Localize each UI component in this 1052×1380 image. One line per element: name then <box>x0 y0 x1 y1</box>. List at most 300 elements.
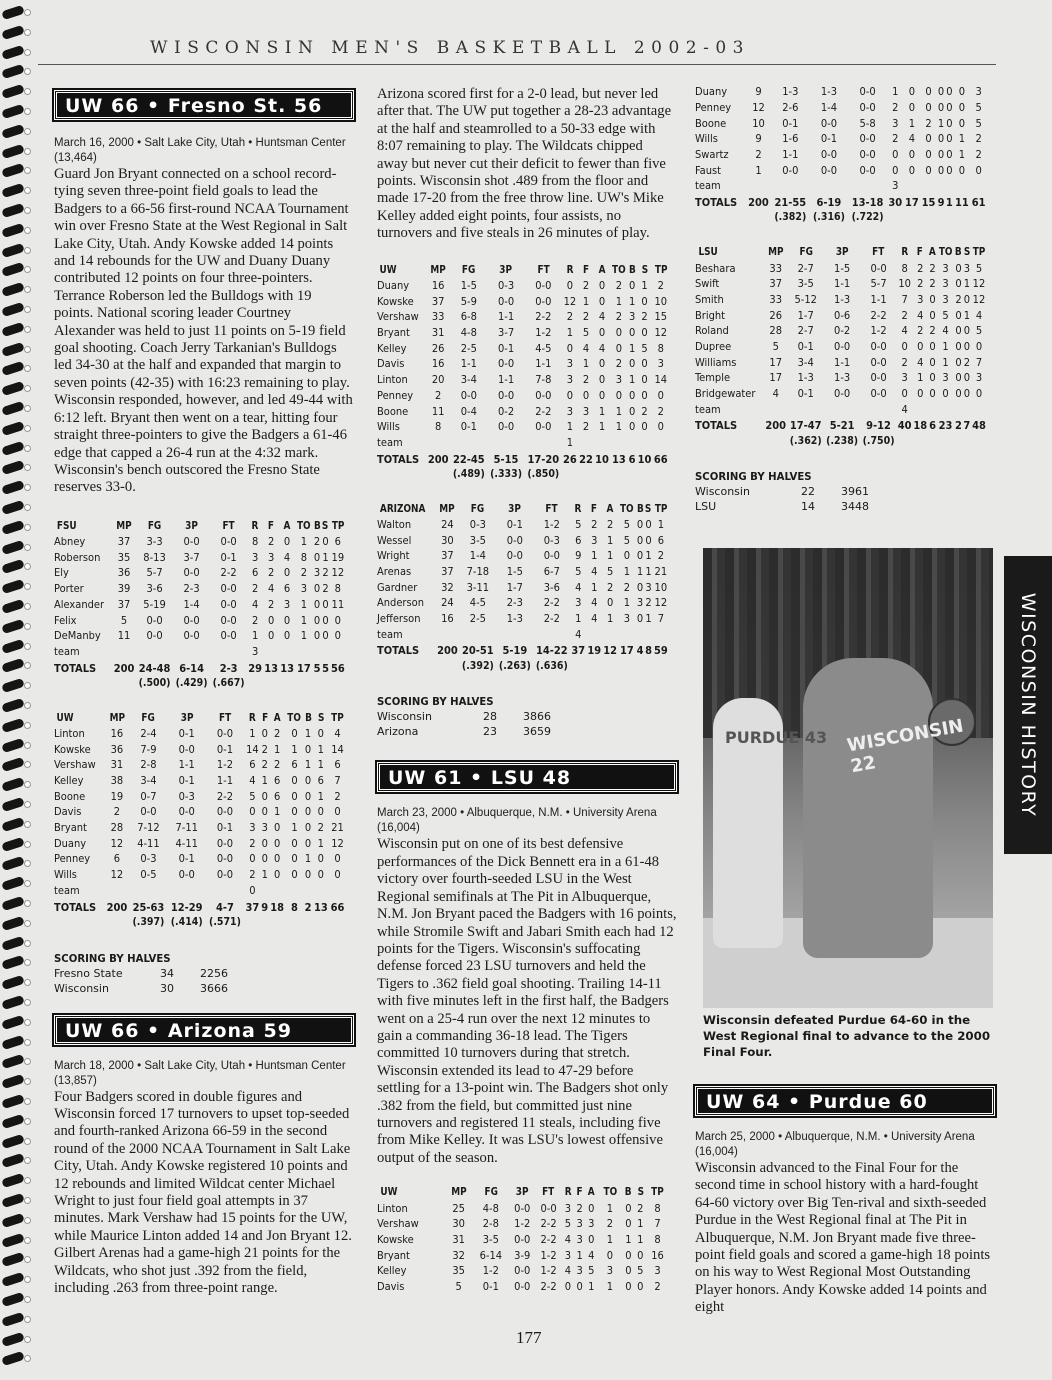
stat-cell: 4 <box>575 627 582 641</box>
stat-cell: 1 <box>607 612 614 626</box>
player-name: Swartz <box>695 148 729 162</box>
stat-cell: 6 <box>317 774 324 787</box>
stat-cell: 0 <box>636 517 644 531</box>
stat-cell: 0 <box>615 388 623 402</box>
box-score-uw-vs-fsu <box>54 709 346 930</box>
box-player-row <box>377 548 669 564</box>
stat-cell: 0-1 <box>797 339 814 353</box>
stat-cell: 0-0 <box>183 535 200 549</box>
spiral-coil <box>1 1173 25 1188</box>
stat-cell: 0 <box>963 387 971 401</box>
player-name: Wessel <box>377 533 412 547</box>
box-totals-row <box>377 450 669 466</box>
box-player-row <box>695 115 987 131</box>
box-player-row <box>695 100 987 116</box>
punch-hole <box>24 563 31 570</box>
stat-cell: 0-0 <box>220 613 237 627</box>
total-cell: 22 <box>579 452 593 466</box>
stat-cell: 1 <box>615 294 623 308</box>
stat-cell: 1-5 <box>460 279 477 292</box>
stat-cell: 4-5 <box>469 596 486 610</box>
halves-score: 48 <box>855 500 869 514</box>
stat-cell: 6 <box>657 533 664 547</box>
stat-cell: 1 <box>591 580 598 594</box>
spiral-coil <box>1 1034 25 1049</box>
punch-hole <box>24 1019 31 1026</box>
spiral-coil <box>1 836 25 851</box>
player-name: Vershaw <box>377 310 419 324</box>
stat-cell: 0-3 <box>140 852 157 866</box>
player-name: Beshara <box>695 261 736 275</box>
stat-cell: 4 <box>582 341 590 355</box>
stat-cell: 5 <box>623 517 631 531</box>
stat-cell: 2 <box>591 517 598 531</box>
spiral-coil <box>1 1015 25 1030</box>
stat-cell: 0-0 <box>178 742 195 756</box>
spiral-coil <box>1 619 25 634</box>
stat-cell: 0-0 <box>220 582 237 596</box>
stat-cell: 0 <box>955 261 962 275</box>
stat-cell: 0 <box>334 852 341 866</box>
pct-cell: (.429) <box>175 676 208 689</box>
player-name: team <box>54 883 80 897</box>
total-cell: 21-55 <box>774 196 807 210</box>
stat-cell: 0 <box>606 1248 614 1262</box>
stat-cell: 1-3 <box>782 85 799 99</box>
total-cell: 10 <box>595 452 609 466</box>
stat-cell: 0 <box>291 868 298 882</box>
player-name: Roland <box>695 324 729 338</box>
spiral-coil <box>1 500 25 515</box>
punch-hole <box>24 207 31 214</box>
total-cell: 37 <box>571 644 586 658</box>
stat-cell: 2-3 <box>183 582 200 596</box>
halves-score: 66 <box>537 710 551 724</box>
punch-hole <box>24 1157 31 1164</box>
stat-cell: 0 <box>955 355 962 369</box>
stat-cell: 2 <box>607 580 614 594</box>
stat-cell: 0 <box>625 1201 632 1215</box>
player-name: Penney <box>54 852 91 866</box>
stat-cell: 2 <box>273 726 281 740</box>
stat-cell: 0 <box>322 613 329 627</box>
spiral-coil <box>1 1094 25 1109</box>
box-totals-row <box>377 642 669 658</box>
stat-cell: 5 <box>975 261 983 275</box>
box-player-row <box>695 323 987 339</box>
box-team-label: UW <box>379 262 397 276</box>
stat-cell: 0-1 <box>820 132 838 146</box>
stat-cell: 1-2 <box>543 517 560 531</box>
punch-hole <box>24 68 31 75</box>
stat-cell: 0 <box>291 774 298 787</box>
stat-cell: 33 <box>769 292 783 306</box>
stat-cell: 1 <box>588 1279 595 1293</box>
pct-cell: (.414) <box>170 915 203 928</box>
total-cell: 9 <box>937 196 945 210</box>
stat-cell: 1 <box>937 116 945 130</box>
pct-cell: (.667) <box>212 676 245 689</box>
punch-hole <box>24 504 31 511</box>
stat-cell: 0-0 <box>870 355 887 369</box>
total-cell: 40 <box>897 419 912 433</box>
player-name: Boone <box>377 404 409 418</box>
box-column-header: FT <box>542 1185 555 1199</box>
stat-cell: 3 <box>576 1232 583 1246</box>
stat-cell: 0 <box>598 279 606 292</box>
stat-cell: 2-7 <box>797 261 814 275</box>
total-cell: 9-12 <box>866 419 891 433</box>
box-player-row <box>54 628 346 644</box>
punch-hole <box>24 187 31 194</box>
stat-cell: 21 <box>654 565 668 578</box>
stat-cell <box>525 435 562 451</box>
stat-cell <box>459 626 496 642</box>
punch-hole <box>24 841 31 848</box>
stat-cell: 0 <box>334 613 341 627</box>
spiral-coil <box>1 777 25 792</box>
halves-score: 22 <box>200 966 214 980</box>
stat-cell: 3-7 <box>183 550 200 564</box>
halves-score: 28 <box>483 710 497 724</box>
stat-cell: 0 <box>929 387 936 401</box>
stat-cell: 2 <box>963 355 971 369</box>
total-cell: 17-47 <box>789 419 822 433</box>
stat-cell: 1 <box>657 517 664 531</box>
stat-cell: 0 <box>963 324 971 338</box>
stat-cell: 0 <box>261 836 268 850</box>
total-cell: 5 <box>322 661 329 675</box>
stat-cell: 0 <box>582 388 590 402</box>
stat-cell: 2 <box>615 279 623 292</box>
stat-cell: 0 <box>313 629 321 643</box>
punch-hole <box>24 1098 31 1105</box>
stat-cell: 5 <box>575 517 582 531</box>
stat-cell: 0 <box>975 387 983 401</box>
total-cell: 8 <box>645 644 653 658</box>
stat-cell: 5 <box>575 565 582 578</box>
photo-jersey-wisconsin: WISCONSIN 22 <box>845 715 966 778</box>
stat-cell: 35 <box>452 1264 465 1278</box>
box-column-header: MP <box>450 1185 467 1199</box>
stat-cell: 0 <box>588 1232 595 1246</box>
stat-cell: 0 <box>598 373 606 387</box>
box-player-row <box>54 820 346 836</box>
punch-hole <box>24 623 31 630</box>
stat-cell: 3 <box>963 261 971 275</box>
box-player-row <box>377 1216 669 1232</box>
spiral-coil <box>1 262 25 277</box>
box-column-header: TO <box>603 1185 617 1199</box>
total-cell: 29 <box>248 661 263 675</box>
total-cell: 5-15 <box>493 452 519 466</box>
stat-cell <box>261 882 269 898</box>
stat-cell: 0 <box>955 277 962 291</box>
stat-cell: 2 <box>755 148 762 162</box>
spiral-coil <box>1 64 25 79</box>
stat-cell: 0-1 <box>482 1279 499 1293</box>
player-name: Penney <box>377 388 414 402</box>
stat-cell: 1-6 <box>782 132 799 146</box>
player-name: team <box>695 402 721 416</box>
stat-cell: 2 <box>317 821 324 835</box>
spiral-coil <box>1 25 25 40</box>
stat-cell: 1 <box>304 852 312 866</box>
box-player-row <box>377 1200 669 1216</box>
stat-cell: 1 <box>645 612 652 626</box>
punch-hole <box>24 1118 31 1125</box>
box-player-row <box>695 131 987 147</box>
box-player-row <box>695 147 987 163</box>
box-player-row <box>377 372 669 388</box>
pct-spacer <box>54 675 112 691</box>
stat-cell: 0-0 <box>220 535 237 549</box>
stat-cell <box>644 626 652 642</box>
stat-cell: 6 <box>273 789 281 803</box>
box-percentages-row <box>54 914 346 930</box>
dateline-arizona: March 18, 2000 • Salt Lake City, Utah • Huntsman Center (13,857) <box>54 1059 346 1087</box>
pct-spacer <box>764 433 788 449</box>
box-column-header: B <box>628 262 636 276</box>
spiral-coil <box>1 1193 25 1208</box>
stat-cell: 0-0 <box>506 549 523 563</box>
total-cell: 23 <box>938 419 953 433</box>
stat-cell: 0 <box>291 852 298 866</box>
stat-cell: 3-5 <box>482 1232 499 1246</box>
spiral-coil <box>1 599 25 614</box>
stat-cell: 7-8 <box>535 373 552 387</box>
stat-cell: 5 <box>975 116 982 130</box>
stat-cell: 24 <box>441 517 454 531</box>
player-name: Kelley <box>54 774 84 787</box>
stat-cell: 0 <box>908 148 916 162</box>
stat-cell: 3 <box>582 404 590 418</box>
stat-cell: 0 <box>313 597 321 611</box>
stat-cell: 0 <box>304 836 312 850</box>
stat-cell: 3 <box>636 596 644 610</box>
stat-cell: 0-0 <box>183 629 200 643</box>
box-header-row <box>377 1183 669 1200</box>
stat-cell: 1-4 <box>820 101 838 115</box>
stat-cell: 2-2 <box>543 612 560 626</box>
stat-cell: 3 <box>591 533 598 547</box>
stat-cell: 2 <box>582 420 590 434</box>
spiral-coil <box>1 1054 25 1069</box>
stat-cell: 0 <box>963 292 971 306</box>
stat-cell: 0 <box>636 612 644 626</box>
stat-cell: 0 <box>925 101 932 115</box>
pct-cell: (.238) <box>826 434 859 447</box>
stat-cell: 2 <box>582 373 590 387</box>
story-arizona-continued: Arizona scored first for a 2-0 lead, but never led after that. The UW put together a 28-23 advantage at the half and steamrolled to a 50-33 edge with 8:07 remaining to play. The Wildcats chipped away but never cut their deficit to fewer than five points. Wisconsin shot .489 from the floor and made 17-20 from the free throw line. UW's Mike Kelley added eight points, four assists, no turnovers and five steals in 26 minutes of play. <box>377 86 672 242</box>
punch-hole <box>24 346 31 353</box>
stat-cell: 0 <box>283 535 291 549</box>
stat-cell: 7 <box>975 355 983 369</box>
photo-jersey-purdue: PURDUE 43 <box>725 728 828 747</box>
stat-cell: 1 <box>637 1232 644 1246</box>
punch-hole <box>24 484 31 491</box>
halves-score: 56 <box>214 966 228 980</box>
stat-cell: 0 <box>261 789 268 803</box>
stat-cell: 3 <box>575 596 582 610</box>
stat-cell: 0 <box>963 371 971 385</box>
player-name: Wright <box>377 549 410 563</box>
stat-cell: 0-0 <box>220 597 237 611</box>
pct-cell: (.722) <box>851 211 884 224</box>
stat-cell: 0-0 <box>514 1264 531 1278</box>
stat-cell: 1 <box>628 373 636 387</box>
punch-hole <box>24 464 31 471</box>
photo-wisconsin-player <box>803 658 933 958</box>
player-name: Gardner <box>377 580 418 594</box>
stat-cell: 1 <box>623 596 631 610</box>
stat-cell: 1 <box>304 726 312 740</box>
stat-cell: 31 <box>431 326 445 340</box>
total-cell: 6-14 <box>179 661 204 675</box>
box-column-header: FT <box>545 501 558 515</box>
stat-cell: 0 <box>917 339 924 353</box>
stat-cell: 2 <box>249 868 256 882</box>
stat-cell: 0-3 <box>543 533 560 547</box>
stat-cell: 1 <box>566 435 574 449</box>
stat-cell: 1 <box>582 294 590 308</box>
stat-cell: 28 <box>110 821 124 835</box>
stat-cell: 0 <box>623 549 631 563</box>
player-name: Kelley <box>377 341 407 355</box>
spiral-coil <box>1 579 25 594</box>
stat-cell: 0-0 <box>535 294 552 308</box>
punch-hole <box>24 920 31 927</box>
stat-cell: 0-0 <box>216 726 234 740</box>
stat-cell <box>963 401 971 417</box>
stat-cell: 3 <box>283 597 291 611</box>
stat-cell: 0 <box>925 85 932 99</box>
stat-cell: 4 <box>908 132 916 146</box>
stat-cell: 1-1 <box>178 758 195 772</box>
stat-cell: 1 <box>251 629 259 643</box>
spiral-coil <box>1 480 25 495</box>
stat-cell: 4 <box>942 324 949 338</box>
box-column-header: FG <box>471 501 485 515</box>
player-name: Penney <box>695 101 732 115</box>
stat-cell <box>653 626 669 642</box>
total-cell: 200 <box>748 196 769 210</box>
total-cell: 10 <box>637 452 652 466</box>
spiral-coil <box>1 183 25 198</box>
stat-cell: 1 <box>607 549 614 563</box>
stat-cell: 0-0 <box>497 420 515 434</box>
stat-cell: 0 <box>901 387 908 401</box>
dateline-fresno: March 16, 2000 • Salt Lake City, Utah • Huntsman Center (13,464) <box>54 137 346 164</box>
stat-cell: 0 <box>564 1279 572 1293</box>
stat-cell: 1 <box>317 758 324 772</box>
totals-label: TOTALS <box>377 452 420 466</box>
total-cell: 13 <box>280 661 294 675</box>
spiral-coil <box>1 698 25 713</box>
stat-cell: 8 <box>654 1201 661 1215</box>
box-player-row <box>377 356 669 372</box>
total-cell: 15 <box>921 196 936 210</box>
stat-cell: 0 <box>937 148 945 162</box>
stat-cell: 2 <box>975 132 982 146</box>
player-name: Swift <box>695 277 720 291</box>
punch-hole <box>24 979 31 986</box>
stat-cell: 4 <box>334 726 341 740</box>
box-player-row <box>377 309 669 325</box>
stat-cell: 5 <box>975 324 983 338</box>
box-totals-row <box>695 417 987 433</box>
stat-cell: 1 <box>615 404 623 418</box>
player-name: Porter <box>54 582 84 596</box>
stat-cell: 3 <box>261 821 268 835</box>
stat-cell: 28 <box>769 324 783 338</box>
stat-cell: 2 <box>322 582 329 596</box>
pct-cell: (.571) <box>209 915 241 928</box>
total-cell: 200 <box>113 661 135 675</box>
stat-cell: 21 <box>331 821 344 835</box>
stat-cell: 2 <box>917 324 924 338</box>
punch-hole <box>24 326 31 333</box>
stat-cell: 3 <box>892 179 899 193</box>
stat-cell: 0 <box>901 339 908 353</box>
stat-cell: 6-14 <box>479 1248 503 1262</box>
box-player-row <box>54 757 346 773</box>
stat-cell: 8 <box>901 261 908 275</box>
stat-cell: 2-4 <box>140 726 157 740</box>
stat-cell: 3 <box>942 292 949 306</box>
stat-cell <box>168 882 206 898</box>
stat-cell: 3 <box>300 582 307 596</box>
box-player-row <box>695 276 987 292</box>
box-column-header: 3P <box>835 245 849 259</box>
stat-cell: 0 <box>249 805 256 819</box>
stat-cell: 0-3 <box>469 517 486 531</box>
stat-cell: 0-0 <box>859 101 876 115</box>
box-player-row <box>377 325 669 341</box>
spiral-coil <box>1 896 25 911</box>
stat-cell: 2 <box>615 310 623 324</box>
player-name: team <box>377 627 403 641</box>
stat-cell <box>653 435 669 451</box>
stat-cell: 4 <box>267 582 275 596</box>
box-column-header: 3P <box>185 518 198 532</box>
stat-cell: 2 <box>925 116 932 130</box>
total-cell: 19 <box>587 644 602 658</box>
box-column-header: B <box>313 518 321 532</box>
spiral-coil <box>1 916 25 931</box>
spiral-coil <box>1 421 25 436</box>
stat-cell: 14 <box>654 373 668 387</box>
punch-hole <box>24 148 31 155</box>
spiral-coil <box>1 104 25 119</box>
stat-cell: 6 <box>291 758 298 772</box>
box-column-header: A <box>273 710 281 724</box>
story-purdue: Wisconsin advanced to the Final Four for the second time in school history with a hard-fought 64-60 victory over Big Ten-rival and sixth-seeded Purdue in the West Regional final at The Pit in Albuquerque, N.M. Jon Bryant made five three-point field goals and scored a game-high 18 points on his way to West Regional Most Outstanding Player honors. Andy Kowske added 14 points and eight <box>695 1160 991 1316</box>
stat-cell: 0-0 <box>543 549 560 563</box>
stat-cell <box>954 401 963 417</box>
stat-cell: 16 <box>110 726 124 740</box>
stat-cell: 5 <box>772 339 779 353</box>
stat-cell: 4 <box>591 612 598 626</box>
pct-cell: (.500) <box>138 676 171 689</box>
column-2 <box>377 86 677 1294</box>
punch-hole <box>24 1197 31 1204</box>
stat-cell: 1 <box>607 533 614 547</box>
stat-cell <box>618 626 636 642</box>
punch-hole <box>24 286 31 293</box>
stat-cell: 15 <box>654 310 668 324</box>
box-player-row <box>54 882 346 898</box>
